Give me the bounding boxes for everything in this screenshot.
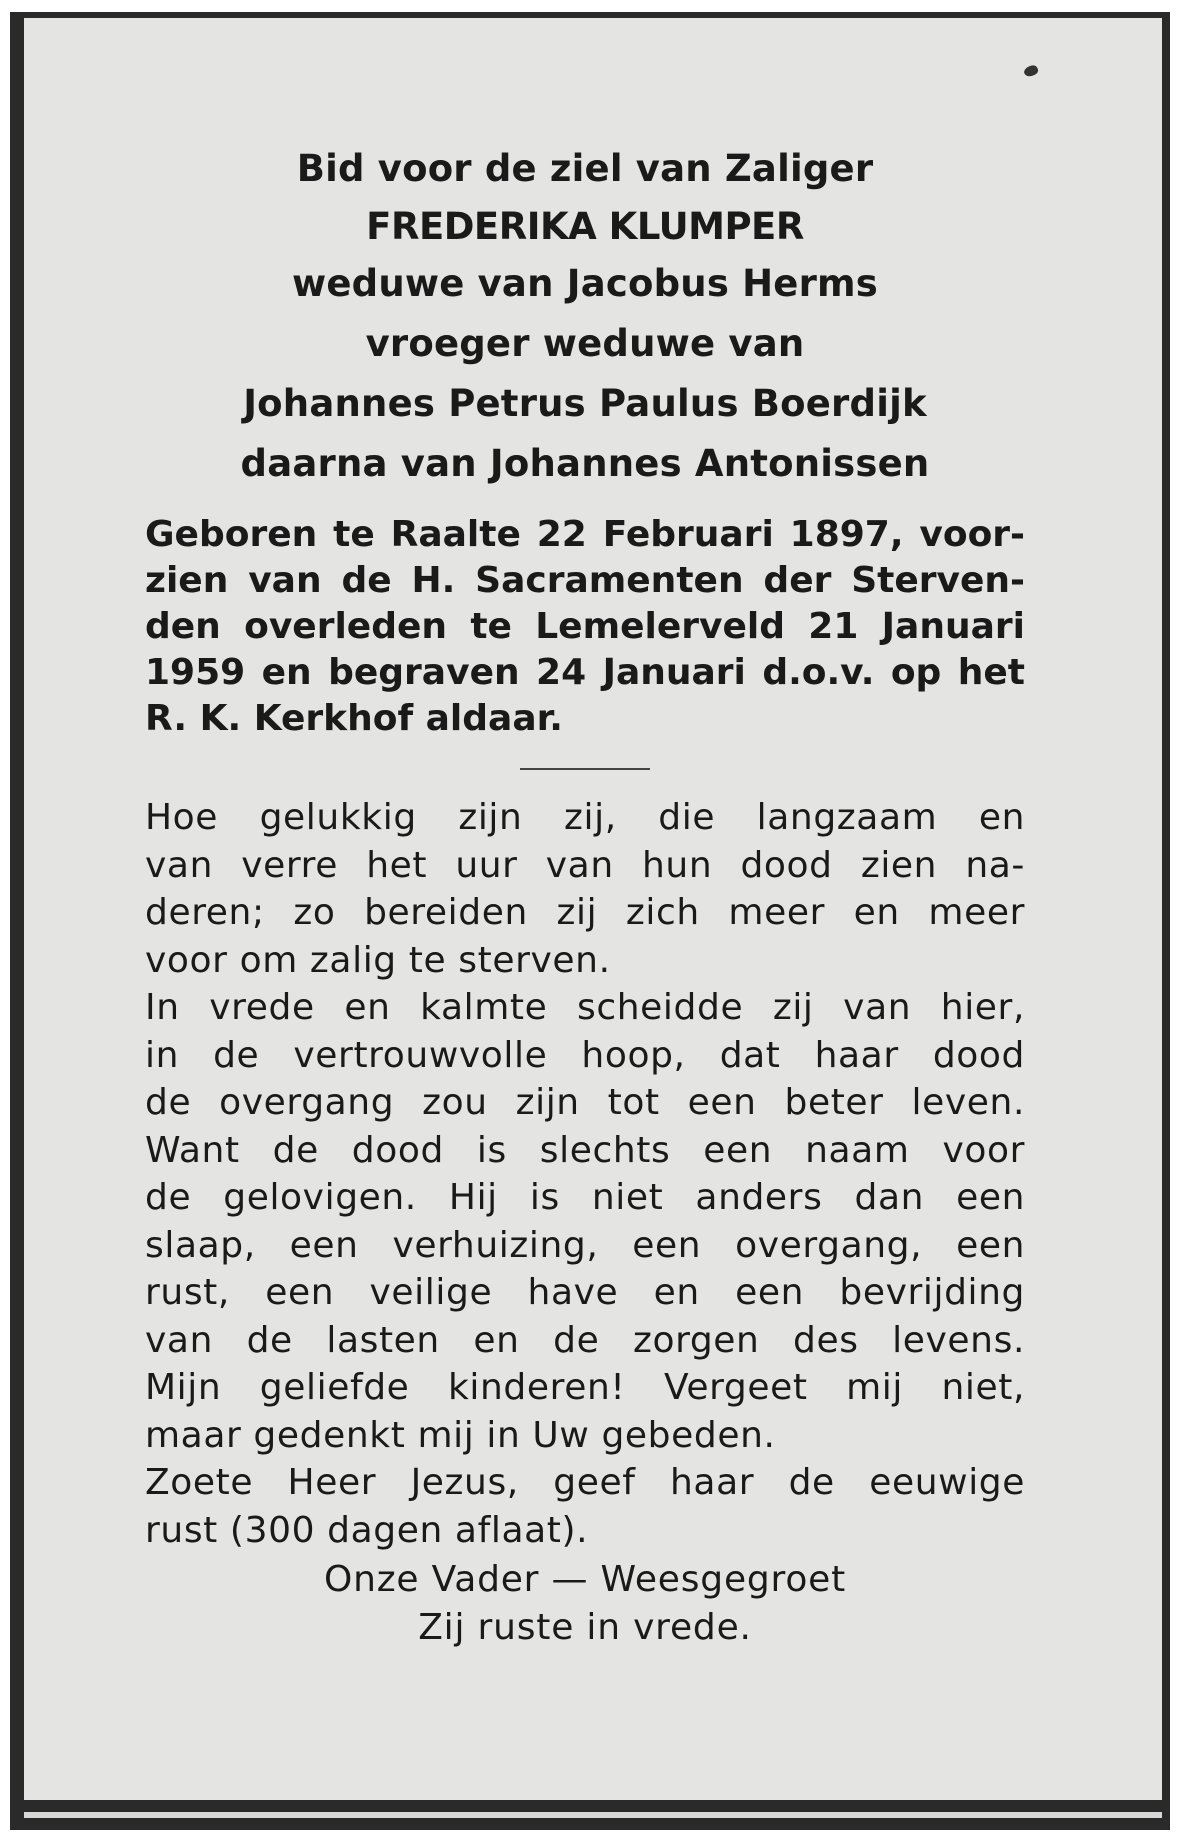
- prayer-line: Mijn geliefde kinderen! Vergeet mij niet,: [145, 1367, 1025, 1408]
- biography: [145, 512, 1025, 742]
- card-text: [145, 138, 1025, 1652]
- prayer-text: [145, 794, 1025, 1554]
- prayer-line: de gelovigen. Hij is niet anders dan een: [145, 1177, 1025, 1218]
- prayer-line: van de lasten en de zorgen des levens.: [145, 1319, 1025, 1361]
- prayer-line: in de vertrouwvolle hoop, dat haar dood: [145, 1034, 1025, 1076]
- prayer-line: Want de dood is slechts een naam voor: [145, 1129, 1025, 1171]
- prayer-line: voor om zalig te sterven.: [145, 939, 611, 981]
- prayer-line: rust, een veilige have en een bevrijding: [145, 1272, 1025, 1313]
- biography-line: R. K. Kerkhof aldaar.: [145, 698, 563, 739]
- prayer-line: maar gedenkt mij in Uw gebeden.: [145, 1414, 776, 1456]
- biography-line: den overleden te Lemelerveld 21 Januari: [145, 606, 1025, 647]
- prayer-line: Zoete Heer Jezus, geef haar de eeuwige: [145, 1462, 1025, 1503]
- card-header: [145, 138, 1025, 494]
- prayer-line: In vrede en kalmte scheidde zij van hier,: [145, 987, 1025, 1028]
- deceased-name: FREDERIKA KLUMPER: [366, 205, 804, 248]
- first-husband-line: Johannes Petrus Paulus Boerdijk: [243, 382, 927, 425]
- divider: [520, 768, 650, 770]
- widow-of-line: weduwe van Jacobus Herms: [291, 262, 879, 305]
- biography-line: zien van de H. Sacramenten der Sterven-: [145, 560, 1025, 601]
- biography-line: Geboren te Raalte 22 Februari 1897, voor-: [145, 514, 1025, 555]
- closing-prayers: Onze Vader — Weesgegroet: [323, 1559, 847, 1600]
- header-prayer-line: Bid voor de ziel van Zaliger: [296, 147, 874, 190]
- later-husband-line: daarna van Johannes Antonissen: [240, 442, 930, 485]
- prayer-line: deren; zo bereiden zij zich meer en meer: [145, 892, 1025, 933]
- biography-line: 1959 en begraven 24 Januari d.o.v. op het: [145, 652, 1025, 693]
- prayer-line: van verre het uur van hun dood zien na-: [145, 844, 1025, 886]
- closing: [145, 1556, 1025, 1652]
- rest-in-peace: Zij ruste in vrede.: [418, 1607, 752, 1648]
- prayer-line: rust (300 dagen aflaat).: [145, 1509, 589, 1551]
- prayer-line: Hoe gelukkig zijn zij, die langzaam en: [145, 797, 1025, 838]
- prayer-line: slaap, een verhuizing, een overgang, een: [145, 1224, 1025, 1266]
- earlier-widow-line: vroeger weduwe van: [365, 322, 805, 365]
- prayer-line: de overgang zou zijn tot een beter leven.: [145, 1082, 1025, 1123]
